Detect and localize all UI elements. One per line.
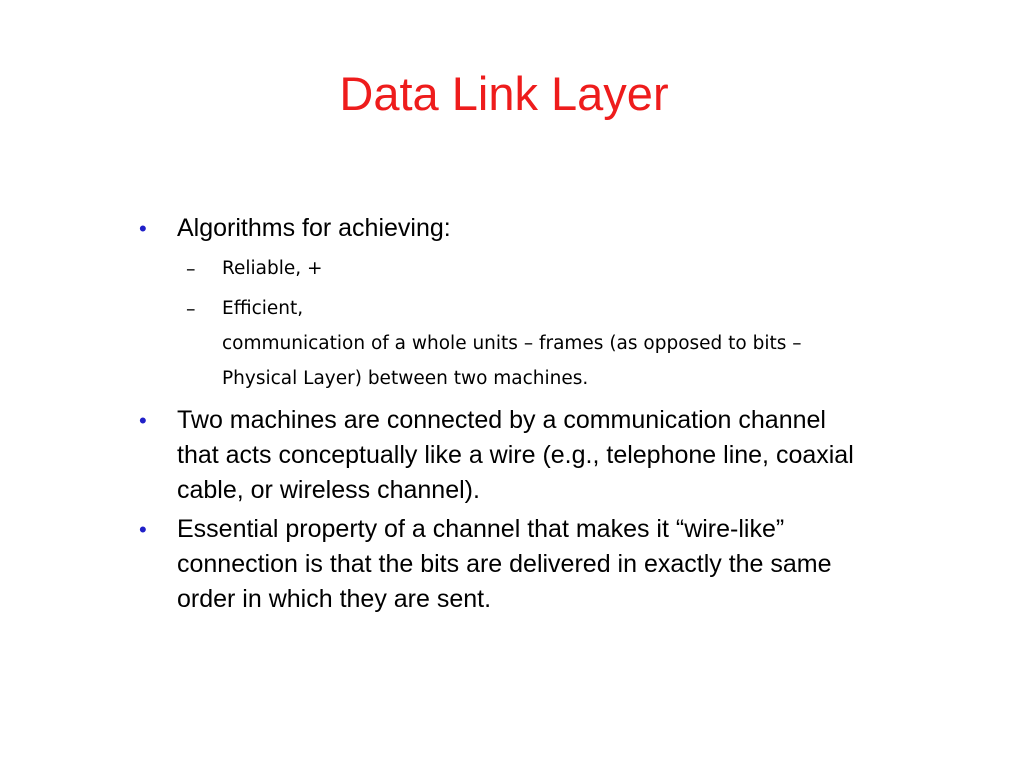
- bullet-marker: •: [139, 216, 147, 241]
- sub-bullet-marker: –: [186, 258, 196, 280]
- sub-bullet-line: communication of a whole units – frames (as opposed to bits –: [222, 333, 802, 354]
- bullet-item-essential-property: [177, 512, 967, 617]
- bullet-line: order in which they are sent.: [177, 585, 492, 613]
- bullet-item-two-machines: [177, 403, 967, 508]
- bullet-marker: •: [139, 517, 147, 542]
- bullet-marker: •: [139, 408, 147, 433]
- bullet-line: Essential property of a channel that makes it “wire-like”: [177, 515, 785, 543]
- sub-bullet-item-efficient: [222, 291, 962, 396]
- bullet-line: Algorithms for achieving:: [177, 214, 451, 242]
- sub-bullet-item-reliable: [222, 251, 962, 286]
- sub-bullet-marker: –: [186, 298, 196, 320]
- bullet-line: Two machines are connected by a communication channel: [177, 406, 826, 434]
- sub-bullet-line: Efficient,: [222, 298, 304, 319]
- sub-bullet-line: Reliable, +: [222, 258, 323, 279]
- sub-bullet-line: Physical Layer) between two machines.: [222, 368, 589, 389]
- bullet-line: that acts conceptually like a wire (e.g., telephone line, coaxial: [177, 441, 854, 469]
- bullet-item-algorithms: [177, 211, 967, 246]
- bullet-line: cable, or wireless channel).: [177, 476, 480, 504]
- slide-title: Data Link Layer: [339, 67, 669, 120]
- bullet-line: connection is that the bits are delivered in exactly the same: [177, 550, 832, 578]
